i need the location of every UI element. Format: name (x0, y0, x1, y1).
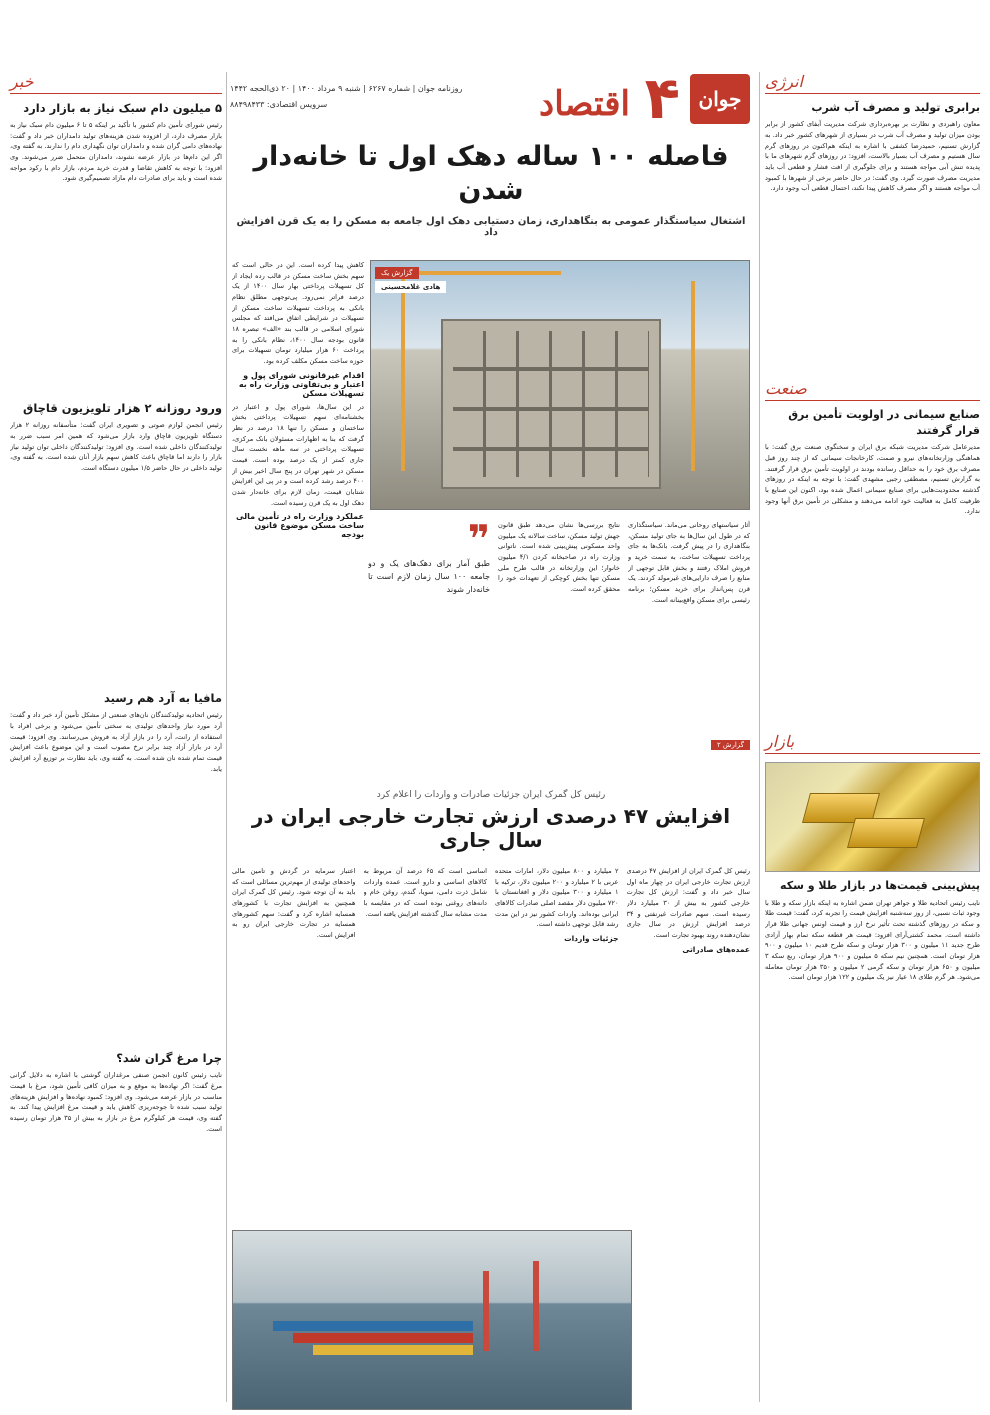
service-phone: سرویس اقتصادی: ۸۸۴۹۸۴۳۳ (230, 100, 328, 109)
issue-info: روزنامه جوان | شماره ۶۲۶۷ | شنبه ۹ مرداد ۱۴۰۰ | ۲۰ ذی‌الحجه ۱۴۴۲ (230, 84, 463, 93)
industry-section-tag: صنعت (765, 379, 980, 401)
story2-text: ۲ میلیارد و ۸۰۰ میلیون دلار، امارات متحده عربی با ۲ میلیارد و ۲۰۰ میلیون دلار، ترکیه با ۱ میلیارد و ۳۰۰ میلیون دلار و افغانستان با ۷۲۰ میلیون دلار مقصد اصلی صادرات کالاهای ایرانی بوده‌اند. واردات کشور نیز در این مدت رشد قابل توجهی داشته است. (495, 867, 619, 929)
sub-heading: عملکرد وزارت راه در تأمین مالی ساخت مسکن موضوع قانون بودجه (236, 512, 364, 540)
quote-icon: ❞ (467, 520, 490, 561)
gold-bars-photo (765, 762, 980, 872)
market-title[interactable]: پیش‌بینی قیمت‌ها در بازار طلا و سکه (780, 879, 980, 893)
story2-text: رئیس کل گمرک ایران از افزایش ۴۷ درصدی ارزش تجارت خارجی ایران در چهار ماه اول سال خبر داد و گفت: ارزش کل تجارت خارجی کشور به بیش از ۳۰ میلیارد دلار رسیده است. سهم صادرات غیرنفتی و ۳۴ درصد افزایش ارزش در سال جاری نشان‌دهنده روند بهبود تجارت است. (626, 867, 750, 940)
main-left-column (232, 260, 364, 780)
section-title: اقتصاد (539, 84, 630, 124)
page-number: ۴ (644, 64, 680, 132)
energy-text: معاون راهبردی و نظارت بر بهره‌برداری شرکت مدیریت آبفای کشور از برابر بودن میزان تولید و مصرف آب شرب در بسیاری از شهرهای کشور خبر داد. به گزارش تسنیم، حمیدرضا کشفی با اشاره به اینکه هم‌اکنون در روزهای گرم سال هستیم و مصرف آب بسیار بالاست، افزود: در روزهای گرم شهرهای ما با پدیده تنش آبی مواجه هستند و برای جلوگیری از افت فشار و قطعی آب باید مدیریت مصرف صورت گیرد. وی گفت: در حال حاضر برخی از شهرها با کمبود آب مواجه هستند و اگر مصرف کاهش پیدا نکند، احتمال قطعی آب وجود دارد. (765, 120, 980, 193)
port-photo (232, 1230, 632, 1410)
sub-heading: جزئیات واردات (564, 934, 619, 944)
author-name: هادی غلامحسینی (375, 281, 446, 293)
brief-text-livestock: رئیس شورای تأمین دام کشور با تأکید بر اینکه ۵ تا ۶ میلیون دام سبک نیاز به بازار مصرف دارد، از افزوده شدن هزینه‌های تولید دامداران خبر داد و گفت: نهاده‌های دامی گران شده و دامداران توان نگهداری دام را ندارند. به گفته وی، اگر این دام‌ها در بازار عرضه نشوند، دامداران متحمل ضرر می‌شوند. وی افزود: با توجه به کاهش تقاضا و قدرت خرید مردم، بازار دام با رکود مواجه شده است و باید برای صادرات دام مازاد تصمیم‌گیری شود. (10, 121, 222, 183)
main-headline[interactable]: فاصله ۱۰۰ ساله دهک اول تا خانه‌دار شدن (253, 141, 729, 206)
crane-icon (533, 1261, 539, 1351)
brief-text-flour: رئیس اتحادیه تولیدکنندگان نان‌های صنعتی از مشکل تأمین آرد خبر داد و گفت: آرد مورد نیاز واحدهای تولیدی به سختی تأمین می‌شود و برخی افراد با استفاده از رانت، آرد را در بازار آزاد به فروش می‌رسانند. وی افزود: قیمت آرد در بازار آزاد چند برابر نرخ مصوب است و این موضوع باعث افزایش قیمت تمام شده نان شده است. به گفته وی، باید نظارت بر توزیع آرد افزایش یابد. (10, 711, 222, 773)
gold-bar-icon (847, 818, 925, 848)
sub-heading: اقدام غیرقانونی شورای پول و اعتبار و بی‌تفاوتی وزارت راه به تسهیلات مسکن (238, 370, 364, 398)
story2-text: اساسی است که ۶۵ درصد آن مربوط به کالاهای اساسی و دارو است. عمده واردات شامل ذرت دامی، سویا، گندم، روغن خام و دانه‌های روغنی بوده است که در مقایسه با مدت مشابه سال گذشته افزایش یافته است. (363, 867, 487, 918)
brief-title-chicken[interactable]: چرا مرغ گران شد؟ (116, 1051, 222, 1066)
main-intro: کاهش پیدا کرده است. این در حالی است که سهم بخش ساخت مسکن در قالب رده ایجاد از کل تسهیلات پرداختی بهار سال ۱۴۰۰ از یک درصد فراتر نمی‌رود. پی‌توجهی مطلق نظام بانکی به پرداخت تسهیلات ساخت مسکن از تسهیلات در شرایطی اتفاق می‌افتد که مجلس شورای اسلامی در قالب بند «الف» تبصره ۱۸ قانون بودجه سال ۱۴۰۰، نظام بانکی را به پرداخت ۶۰ هزار میلیارد تومان تسهیلات برای حوزه ساخت مسکن مکلف کرده بود. (232, 261, 364, 366)
main-col-text: آثار سیاستهای روحانی می‌ماند. سیاستگذاری که در طول این سال‌ها به جای تولید مسکن، بنگاهداری را در پیش گرفت. بانک‌ها به جای پرداخت تسهیلات ساخت، به سمت خرید و فروش املاک رفتند و بخش قابل توجهی از منابع را صرف دارایی‌های غیرمولد کردند. یک قرن پس‌انداز برای خرید مسکن؛ برنامه رئیسی برای مسکن واقع‌بینانه است. (628, 521, 750, 604)
report-tag: گزارش یک (375, 267, 419, 279)
sub-heading: عمده‌های صادراتی (682, 944, 750, 954)
brief-title-tv[interactable]: ورود روزانه ۲ هزار تلویزیون قاچاق (23, 401, 222, 416)
main-col-text: نتایج بررسی‌ها نشان می‌دهد طبق قانون جهش تولید مسکن، ساخت سالانه یک میلیون واحد مسکونی پیش‌بینی شده است. ناتوانی وزارت راه در صاحبخانه کردن ۴/۱ میلیون خانوار؛ این وزارتخانه در قالب طرح ملی مسکن تنها بخش کوچکی از تعهدات خود را محقق کرده است. (498, 521, 620, 594)
main-lower-columns (368, 520, 750, 785)
crane-icon (691, 281, 695, 471)
container-icon (293, 1333, 473, 1343)
story2-tag: گزارش ۲ (711, 740, 750, 750)
story2-columns (232, 866, 750, 1246)
main-col-text: در این سال‌ها، شورای پول و اعتبار در بخشنامه‌ای سهم تسهیلات پرداختی بخش ساختمان و مسکن را تنها ۱۸ درصد در نظر گرفت که بنا به اظهارات مسئولان بانک مرکزی، تسهیلات پرداختی در سه ماهه نخست سال جاری کمتر از یک درصد بوده است. قیمت مسکن در شهر تهران در پنج سال اخیر بیش از ۴۰۰ درصد رشد کرده است و در پی این افزایش شتابان قیمت، زمان لازم برای خانه‌دار شدن دهک اول به یک قرن رسیده است. (232, 402, 364, 507)
building-icon (441, 319, 661, 489)
trade-story (232, 741, 750, 1246)
left-column (10, 72, 222, 1380)
market-section-tag: بازار (765, 732, 980, 754)
crane-icon (483, 1271, 489, 1351)
story2-headline[interactable]: افزایش ۴۷ درصدی ارزش تجارت خارجی ایران در سال جاری (251, 804, 731, 852)
pull-quote: ❞ طبق آمار برای دهک‌های یک و دو جامعه ۱۰۰ سال زمان لازم است تا خانه‌دار شوند (368, 520, 490, 594)
market-text: نایب رئیس اتحادیه طلا و جواهر تهران ضمن اشاره به اینکه بازار سکه و طلا با وجود ثبات نسبی، از روز سه‌شنبه افزایش قیمت را تجربه کرد، گفت: قیمت طلا و سکه در روزهای گذشته تحت تأثیر نرخ ارز و قیمت اونس جهانی طلا قرار داشته است. محمد کشتی‌آرای افزود: قیمت هر قطعه سکه تمام بهار آزادی طرح جدید ۱۱ میلیون و ۳۰۰ هزار تومان و سکه طرح قدیم ۱۰ میلیون و ۹۰۰ هزار تومان است. همچنین نیم سکه ۵ میلیون و ۹۰۰ هزار تومان، ربع سکه ۳ میلیون و ۶۵۰ هزار تومان و سکه گرمی ۲ میلیون و ۳۵۰ هزار تومان معامله می‌شود. هر گرم طلای ۱۸ عیار نیز یک میلیون و ۱۲۲ هزار تومان است. (765, 898, 980, 982)
brief-text-chicken: نایب رئیس کانون انجمن صنفی مرغداران گوشتی با اشاره به دلایل گرانی مرغ گفت: اگر نهاده‌ها به موقع و به میزان کافی تأمین شود، مرغ با قیمت مناسب در بازار عرضه می‌شود. وی افزود: کمبود نهاده‌ها و افزایش هزینه‌های تولید سبب شده تا جوجه‌ریزی کاهش یابد و قیمت مرغ افزایش پیدا کند. به گفته وی، قیمت هر کیلوگرم مرغ در بازار به بیش از ۳۵ هزار تومان رسیده است. (10, 1071, 222, 1133)
brief-text-tv: رئیس انجمن لوازم صوتی و تصویری ایران گفت: متأسفانه روزانه ۲ هزار دستگاه تلویزیون قاچاق وارد بازار می‌شود که همین امر سبب ضرر به تولیدکنندگان داخلی شده است. وی افزود: تولیدکنندگان داخلی توان تولید نیاز بازار را دارند اما قاچاق باعث کاهش سهم بازار آنان شده است. به گفته وی، تولید داخلی در حال حاضر ۱/۵ میلیون دستگاه است. (10, 421, 222, 472)
masthead (230, 64, 750, 132)
industry-title[interactable]: صنایع سیمانی در اولویت تأمین برق قرار گرفتند (788, 408, 980, 437)
story2-text: اعتبار سرمایه در گردش و تامین مالی واحدهای تولیدی از مهم‌ترین مسائلی است که باید به آن توجه شود. رئیس کل گمرک ایران همچنین به افزایش تجارت با کشورهای همسایه اشاره کرد و گفت: سهم کشورهای همسایه در تجارت خارجی ایران رو به افزایش است. (232, 867, 356, 940)
brief-title-livestock[interactable]: ۵ میلیون دام سبک نیاز به بازار دارد (23, 101, 222, 115)
news-section-tag: خبر (10, 72, 222, 94)
industry-text: مدیرعامل شرکت مدیریت شبکه برق ایران و سخنگوی صنعت برق گفت: با هماهنگی وزارتخانه‌های نیرو و صمت، کارخانجات سیمانی که از چند روز قبل مصرف برق خود را به حداقل رسانده بودند در اولویت تأمین برق قرار گرفتند. به گزارش تسنیم، مصطفی رجبی مشهدی گفت: با توجه به اینکه در روزهای گذشته محدودیت‌هایی برای صنایع سیمانی اعمال شده بود، اکنون این صنایع با ظرفیت کامل به فعالیت خود ادامه می‌دهند و مشکلی در تأمین برق آنها وجود ندارد. (765, 443, 980, 516)
energy-title[interactable]: برابری تولید و مصرف آب شرب (811, 101, 980, 114)
story2-kicker: رئیس کل گمرک ایران جزئیات صادرات و واردات را اعلام کرد (376, 790, 606, 800)
column-divider (226, 72, 227, 1402)
column-divider (759, 72, 760, 1402)
right-column (765, 72, 980, 1198)
construction-photo (370, 260, 750, 510)
container-icon (313, 1345, 473, 1355)
crane-icon (401, 271, 405, 471)
brief-title-flour[interactable]: مافیا به آرد هم رسید (103, 691, 222, 706)
energy-section-tag: انرژی (765, 72, 980, 94)
newspaper-logo: جوان (690, 74, 750, 124)
crane-icon (401, 271, 561, 275)
main-subhead: اشتغال سیاستگذار عمومی به بنگاهداری، زمان دستیابی دهک اول جامعه به مسکن را به یک قرن افزایش داد (236, 215, 746, 238)
main-story (232, 140, 750, 604)
container-icon (273, 1321, 473, 1331)
